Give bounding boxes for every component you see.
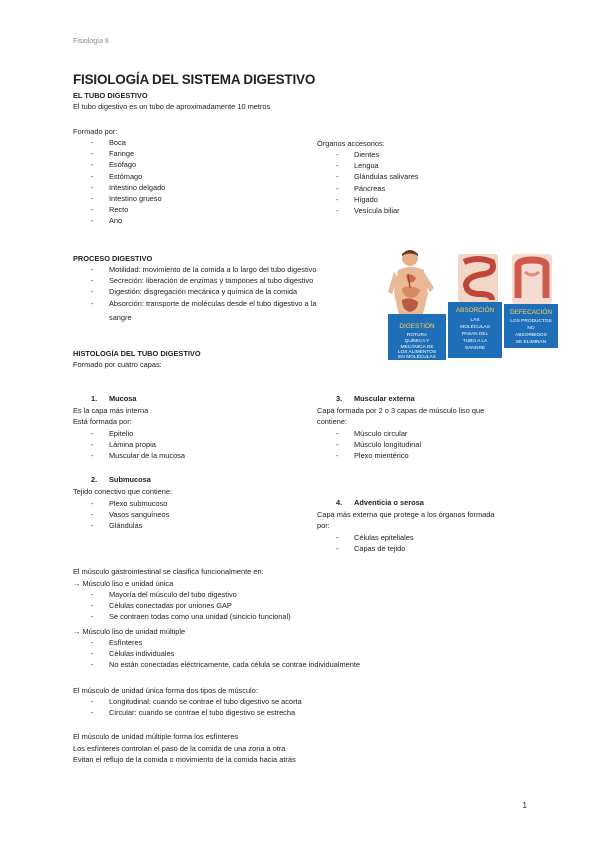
submucosa-line: Tejido conectivo que contiene: (73, 487, 173, 496)
list-item: - Absorción: transporte de moléculas desde el tubo digestivo a la (91, 298, 381, 309)
final-line: Evitan el reflujo de la comida o movimiento de la comida hacia atrás (73, 755, 296, 764)
list-item: - Muscular de la mucosa (91, 450, 291, 461)
list-item: - Esófago (91, 159, 291, 170)
list-item: - Lengua (336, 160, 536, 171)
box3-line: NO (527, 326, 535, 331)
adventicia-line: por: (317, 521, 330, 530)
list-item: - Epitelio (91, 428, 291, 439)
list-item: - Músculo circular (336, 428, 536, 439)
list-item: - Ano (91, 215, 291, 226)
tipos-intro: El músculo de unidad única forma dos tipos de músculo: (73, 686, 258, 695)
page-title: FISIOLOGÍA DEL SISTEMA DIGESTIVO (73, 72, 316, 87)
tubo-intro: El tubo digestivo es un tubo de aproximadamente 10 metros (73, 102, 271, 111)
list-item: - Esfínteres (91, 637, 511, 648)
accesorios-label: Órganos accesorios: (317, 139, 385, 148)
digestion-figure (388, 248, 558, 364)
box1-line: ROTURA (406, 333, 428, 338)
digestion-illustration (388, 248, 558, 364)
list-item: - Hígado (336, 194, 536, 205)
submucosa-heading: 2. Submucosa (91, 475, 151, 484)
list-item: - Lámina propia (91, 439, 291, 450)
musculo-intro: El músculo gastrointestinal se clasifica funcionalmente en: (73, 567, 264, 576)
list-item: - Circular: cuando se contrae el tubo digestivo se estrecha (91, 707, 511, 718)
adventicia-heading: 4. Adventicia o serosa (336, 498, 424, 507)
list-item: - Mayoría del músculo del tubo digestivo (91, 589, 511, 600)
proceso-heading: PROCESO DIGESTIVO (73, 254, 153, 263)
list-item: - Páncreas (336, 183, 536, 194)
muscular-list (336, 428, 536, 462)
multiple-label: → Músculo liso de unidad múltiple (73, 627, 186, 636)
list-item: - Recto (91, 204, 291, 215)
list-item: - Glándulas salivares (336, 171, 536, 182)
box3-line: ABSORBIDOS (515, 333, 547, 338)
box2-line: TUBO A LA (462, 339, 488, 344)
list-item: - Se contraen todas como una unidad (sincicio funcional) (91, 611, 511, 622)
multiple-list (91, 637, 511, 671)
list-item: - Intestino delgado (91, 182, 291, 193)
box3-line: LOS PRODUCTOS (510, 319, 552, 324)
mucosa-list (91, 428, 291, 462)
histologia-intro: Formado por cuatro capas: (73, 360, 162, 369)
list-item: - Vasos sanguíneos (91, 509, 291, 520)
mucosa-line: Está formada por: (73, 417, 132, 426)
adventicia-line: Capa más externa que protege a los órganos formada (317, 510, 495, 519)
mucosa-heading: 1. Mucosa (91, 394, 137, 403)
list-item: - Vesícula biliar (336, 205, 536, 216)
muscular-line: Capa formada por 2 o 3 capas de músculo liso que (317, 406, 485, 415)
box3-line: SE ELIMINAN (515, 340, 547, 345)
unitaria-list (91, 589, 511, 623)
list-item: - Células epiteliales (336, 532, 536, 543)
intestine-image-2 (512, 254, 552, 304)
mucosa-line: Es la capa más interna (73, 406, 149, 415)
list-item: - Digestión: disgregación mecánica y química de la comida (91, 286, 381, 297)
list-item: - Músculo longitudinal (336, 439, 536, 450)
list-item: - Glándulas (91, 520, 291, 531)
list-item: - Boca (91, 137, 291, 148)
box2-line: MOLÉCULAS (460, 325, 490, 330)
list-item: - Secreción: liberación de enzimas y tampones al tubo digestivo (91, 275, 381, 286)
adventicia-list (336, 532, 536, 554)
box2-line: PASAN DEL (461, 332, 489, 337)
list-item: - Dientes (336, 149, 536, 160)
submucosa-list (91, 498, 291, 532)
intestine-image-1 (458, 254, 498, 304)
list-item: - No están conectadas eléctricamente, cada célula se contrae individualmente (91, 659, 511, 670)
box2-title: ABSORCIÓN (455, 307, 495, 314)
tubo-heading: EL TUBO DIGESTIVO (73, 91, 148, 100)
list-item: - Intestino grueso (91, 193, 291, 204)
final-line: El músculo de unidad múltiple forma los esfínteres (73, 732, 239, 741)
list-item: - Faringe (91, 148, 291, 159)
running-header: Fisiología 8 (73, 38, 109, 45)
final-line: Los esfínteres controlan el paso de la comida de una zona a otra (73, 744, 286, 753)
accesorios-list (336, 149, 536, 216)
page-number: 1 (522, 801, 527, 810)
histologia-heading: HISTOLOGÍA DEL TUBO DIGESTIVO (73, 349, 201, 358)
box1-line: MECÁNICA DE (400, 345, 434, 350)
box1-line: LOS ALIMENTOS (397, 350, 437, 355)
list-item: - Plexo submucoso (91, 498, 291, 509)
proceso-list (91, 264, 381, 309)
list-item: - Motilidad: movimiento de la comida a lo largo del tubo digestivo (91, 264, 381, 275)
list-item: - Estómago (91, 171, 291, 182)
human-digestive-icon (388, 250, 434, 318)
list-item: - Plexo mientérico (336, 450, 536, 461)
box2-line: SANGRE (464, 346, 486, 351)
box1-line: QUÍMICA Y (404, 339, 430, 344)
list-item: - Capas de tejido (336, 543, 536, 554)
list-item: - Longitudinal: cuando se contrae el tubo digestivo se acorta (91, 696, 511, 707)
formado-label: Formado por: (73, 127, 118, 136)
proceso-continuation: sangre (109, 313, 132, 322)
tipos-list (91, 696, 511, 718)
muscular-heading: 3. Muscular externa (336, 394, 415, 403)
list-item: - Células conectadas por uniones GAP (91, 600, 511, 611)
list-item: - Células individuales (91, 648, 511, 659)
box1-title: DIGESTIÓN (399, 323, 435, 330)
formado-list (91, 137, 291, 227)
unitaria-label: → Músculo liso e unidad única (73, 579, 174, 588)
muscular-line: contiene: (317, 417, 347, 426)
box1-line: EN MOLÉCULAS (398, 355, 436, 360)
box2-line: LAS (470, 318, 480, 323)
box3-title: DEFECACIÓN (510, 309, 552, 316)
